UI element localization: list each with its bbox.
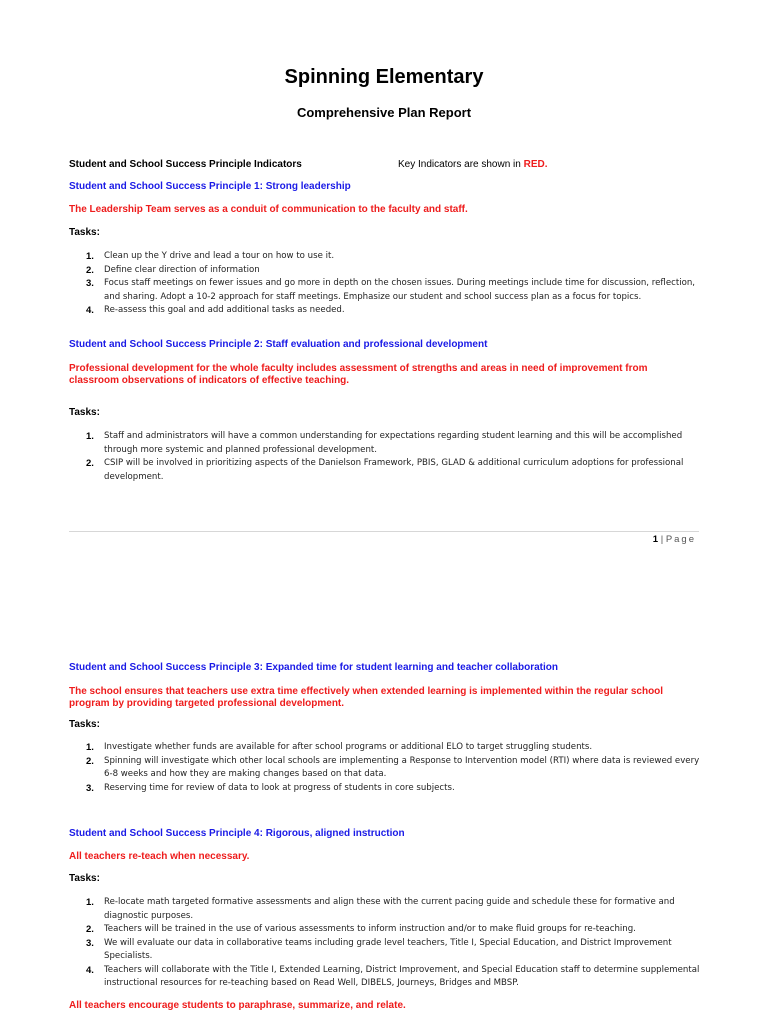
principle-3-task-list	[86, 741, 704, 795]
list-item	[86, 250, 704, 264]
principle-1-task-list	[86, 250, 704, 318]
list-item	[86, 741, 704, 755]
list-item-number: 3.	[86, 937, 94, 949]
list-item-number: 2.	[86, 458, 94, 469]
list-item-number: 2.	[86, 755, 94, 767]
list-item-text: CSIP will be involved in prioritizing aspects of the Danielson Framework, PBIS, GLAD & additional curriculum adoptions for professional development.	[104, 458, 684, 482]
page-footer	[560, 534, 696, 545]
key-indicator-note	[398, 159, 548, 170]
list-item-text: Spinning will investigate which other local schools are implementing a Response to Intervention model (RTI) where data is reviewed every 6-8 weeks and how they are making changes based on that data.	[104, 755, 700, 779]
list-item	[86, 896, 704, 923]
list-item-text: We will evaluate our data in collaborative teams including grade level teachers, Title I, Special Education, and District Improvement Specialists.	[104, 937, 672, 961]
list-item-text: Re-locate math targeted formative assessments and align these with the current pacing guide and schedule these for formative and diagnostic purposes.	[104, 897, 675, 921]
list-item-number: 1.	[86, 742, 94, 753]
principle-2-statement: Professional development for the whole faculty includes assessment of strengths and areas in need of improvement from classroom observations of indicators of effective teaching.	[69, 363, 648, 386]
list-item-text: Staff and administrators will have a common understanding for expectations regarding student learning and this will be accomplished through more systemic and planned professional development.	[104, 431, 683, 455]
list-item-number: 4.	[86, 305, 94, 316]
list-item-text: Teachers will be trained in the use of various assessments to inform instruction and/or to make fluid groups for re-teaching.	[104, 924, 636, 934]
list-item	[86, 964, 704, 991]
principle-2-tasks-label: Tasks:	[69, 407, 100, 418]
list-item-text: Focus staff meetings on fewer issues and go more in depth on the chosen issues. During meetings include time for discussion, reflection, and sharing. Adopt a 10-2 approach for staff meetings. Emphasize our student and school success plan as a focus for topics.	[104, 278, 696, 302]
list-item-number: 2.	[86, 264, 94, 276]
principle-3-statement: The school ensures that teachers use extra time effectively when extended learning is implemented within the regular school program by providing targeted professional development.	[69, 686, 664, 709]
principle-2-heading: Student and School Success Principle 2: Staff evaluation and professional development	[69, 339, 488, 350]
principle-3-heading: Student and School Success Principle 3: Expanded time for student learning and teacher collaboration	[69, 662, 558, 673]
page-number: 1	[652, 534, 659, 545]
list-item-text: Reserving time for review of data to look at progress of students in core subjects.	[104, 782, 455, 793]
list-item	[86, 264, 704, 278]
principle-1-heading: Student and School Success Principle 1: Strong leadership	[69, 181, 351, 192]
page-separator: |	[660, 534, 664, 545]
key-note-prefix: Key Indicators are shown in	[398, 159, 524, 170]
page-divider	[69, 531, 699, 532]
list-item-number: 3.	[86, 278, 94, 289]
list-item	[86, 782, 704, 796]
list-item	[86, 457, 704, 484]
principle-2-task-list	[86, 430, 704, 484]
list-item	[86, 923, 704, 937]
final-statement: All teachers encourage students to paraphrase, summarize, and relate.	[69, 1000, 406, 1011]
principle-1-tasks-label: Tasks:	[69, 227, 100, 238]
page-label: Page	[665, 534, 696, 545]
document-subtitle: Comprehensive Plan Report	[296, 105, 472, 120]
list-item-text: Clean up the Y drive and lead a tour on how to use it.	[104, 251, 335, 261]
principle-4-statement: All teachers re-teach when necessary.	[69, 851, 250, 862]
key-note-highlight: RED	[523, 159, 545, 170]
key-note-suffix: .	[544, 159, 548, 170]
list-item	[86, 937, 704, 964]
list-item-number: 1.	[86, 251, 94, 262]
list-item	[86, 755, 704, 782]
principle-4-tasks-label: Tasks:	[69, 873, 100, 884]
document-title: Spinning Elementary	[284, 66, 484, 88]
indicators-heading: Student and School Success Principle Indicators	[69, 159, 302, 170]
principle-4-heading: Student and School Success Principle 4: Rigorous, aligned instruction	[69, 828, 405, 839]
list-item-number: 4.	[86, 964, 94, 976]
list-item-number: 1.	[86, 897, 94, 908]
list-item	[86, 277, 704, 304]
list-item-text: Re-assess this goal and add additional tasks as needed.	[104, 305, 345, 315]
list-item-number: 3.	[86, 782, 94, 794]
list-item-number: 2.	[86, 924, 94, 935]
list-item-text: Investigate whether funds are available for after school programs or additional ELO to target struggling students.	[104, 742, 593, 752]
principle-1-statement: The Leadership Team serves as a conduit of communication to the faculty and staff.	[69, 204, 468, 215]
principle-4-task-list	[86, 896, 704, 991]
list-item-number: 1.	[86, 431, 94, 442]
list-item	[86, 304, 704, 318]
list-item	[86, 430, 704, 457]
principle-3-tasks-label: Tasks:	[69, 719, 100, 730]
list-item-text: Teachers will collaborate with the Title I, Extended Learning, District Improvement, and Special Education staff to determine supplemental instructional resources for re-teaching based on Read Well, DIBELS, Journeys, Bridges and MBSP.	[104, 964, 700, 988]
list-item-text: Define clear direction of information	[104, 264, 260, 275]
